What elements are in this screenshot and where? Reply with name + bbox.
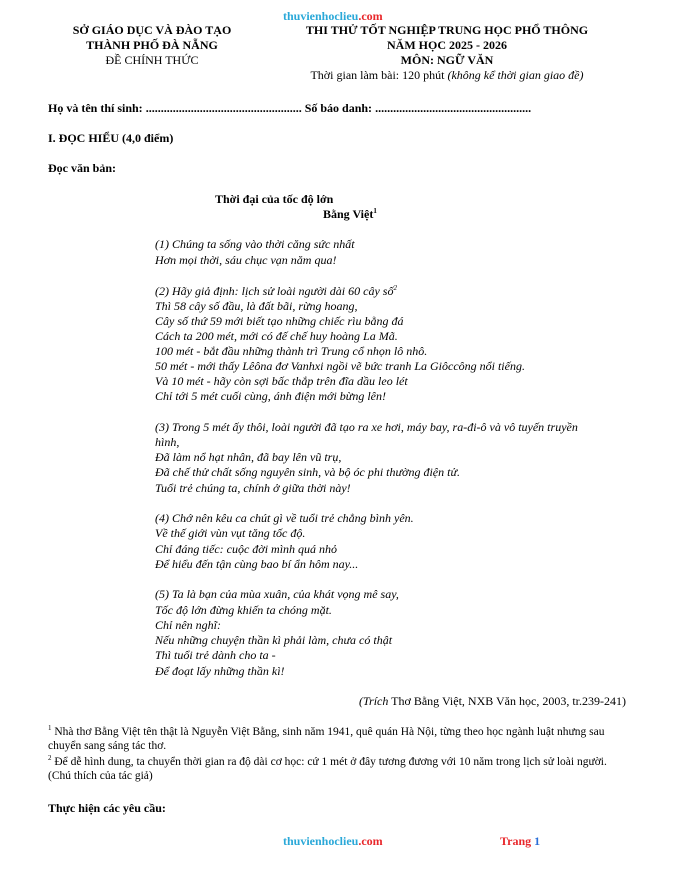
poem-line: Cách ta 200 mét, mới có đế chế huy hoàng La Mã. — [155, 329, 398, 343]
poem-line: Đã làm nổ hạt nhân, đã bay lên vũ trụ, — [155, 450, 342, 464]
footnote-2 — [48, 755, 628, 783]
poem-line: Để hiểu đến tận cùng bao bí ẩn hôm nay... — [155, 557, 359, 571]
author-name: Bằng Việt — [323, 207, 374, 221]
poem-line: (4) Chớ nên kêu ca chút gì về tuổi trẻ chẳng bình yên. — [155, 511, 414, 525]
poem-line — [155, 284, 397, 299]
time-note: (không kể thời gian giao đề) — [447, 68, 584, 82]
poem-line: 50 mét - mới thấy Lêôna đơ Vanhxi ngồi vẽ bức tranh La Giôccông nổi tiếng. — [155, 359, 525, 373]
time-label: Thời gian làm bài: 120 phút — [310, 68, 445, 82]
footer-watermark-part2: .com — [358, 834, 383, 848]
footnote-2-text: Để dễ hình dung, ta chuyển thời gian ra độ dài cơ học: cứ 1 mét ở đây tương đương với 10 năm trong lịch sử loài người. (Chú thích của tác giả) — [48, 756, 607, 782]
official-label: ĐỀ CHÍNH THỨC — [105, 53, 199, 67]
author-footnote-mark: 1 — [373, 207, 377, 215]
watermark-part2: .com — [358, 9, 383, 23]
section-heading: I. ĐỌC HIỂU (4,0 điểm) — [48, 131, 174, 145]
requirements-heading: Thực hiện các yêu cầu: — [48, 801, 166, 815]
poem-line: Tuổi trẻ chúng ta, chính ở giữa thời này! — [155, 481, 351, 495]
poem-line: Cây số thứ 59 mới biết tạo những chiếc rìu bằng đá — [155, 314, 404, 328]
poem-line: hình, — [155, 435, 180, 449]
department-name: SỞ GIÁO DỤC VÀ ĐÀO TẠO — [72, 23, 232, 37]
poem-line: (3) Trong 5 mét ấy thôi, loài người đã tạo ra xe hơi, máy bay, ra-đi-ô và vô tuyến truyền — [155, 420, 578, 434]
page-label: Trang — [500, 834, 532, 848]
subject: MÔN: NGỮ VĂN — [400, 53, 494, 67]
poem-line: Tốc độ lớn đừng khiến ta chóng mặt. — [155, 603, 332, 617]
poem-line-text: (2) Hãy giả định: lịch sử loài người dài 60 cây số — [155, 284, 394, 298]
poem-line: Về thế giới vùn vụt tăng tốc độ. — [155, 526, 306, 540]
poem-line: Nếu những chuyện thần kì phải làm, chưa có thật — [155, 633, 393, 647]
exam-title: THI THỬ TỐT NGHIỆP TRUNG HỌC PHỔ THÔNG — [305, 23, 589, 37]
poem-line: Chỉ nên nghĩ: — [155, 618, 221, 632]
poem-source — [359, 694, 626, 709]
page-num: 1 — [534, 834, 541, 848]
header-left — [52, 23, 252, 68]
source-trich: (Trích — [359, 694, 389, 708]
header-right — [268, 23, 626, 83]
id-label: Số báo danh: — [304, 101, 373, 115]
name-label: Họ và tên thí sinh: — [48, 101, 143, 115]
footer-watermark-part1: thuvienhoclieu — [283, 834, 359, 848]
footnote-2-mark: 2 — [48, 754, 52, 763]
poem-line: (5) Ta là bạn của mùa xuân, của khát vọng mê say, — [155, 587, 399, 601]
poem-author — [323, 207, 377, 222]
id-blank: .................................................... — [375, 101, 532, 115]
time-limit — [268, 68, 626, 83]
poem-line: Thì tuổi trẻ dành cho ta - — [155, 648, 276, 662]
poem-line: 100 mét - bắt đầu những thành trì Trung cổ nhọn lô nhô. — [155, 344, 428, 358]
watermark-part1: thuvienhoclieu — [283, 9, 359, 23]
poem-line: Và 10 mét - hãy còn sợi bấc thắp trên đĩa dầu leo lét — [155, 374, 408, 388]
poem-line: Chỉ đáng tiếc: cuộc đời mình quá nhỏ — [155, 542, 338, 556]
top-watermark — [283, 9, 383, 24]
poem-line: Hơn mọi thời, sáu chục vạn năm qua! — [155, 253, 337, 267]
footer-watermark — [283, 834, 383, 849]
school-year: NĂM HỌC 2025 - 2026 — [387, 38, 507, 52]
city-name: THÀNH PHỐ ĐÀ NẴNG — [86, 38, 218, 52]
source-detail: Thơ Bằng Việt, NXB Văn học, 2003, tr.239-241) — [391, 694, 626, 708]
poem-line: (1) Chúng ta sống vào thời căng sức nhất — [155, 237, 355, 251]
footnote-1-mark: 1 — [48, 724, 52, 733]
poem-line: Đã chế thử chất sống nguyên sinh, và bộ óc phi thường điện tử. — [155, 465, 460, 479]
read-label: Đọc văn bản: — [48, 161, 117, 175]
student-info-line — [48, 101, 531, 116]
footnote-1 — [48, 725, 628, 753]
poem-title: Thời đại của tốc độ lớn — [215, 192, 334, 206]
poem-line: Để đoạt lấy những thần kì! — [155, 664, 285, 678]
poem-line: Thì 58 cây số đầu, là đất bãi, rừng hoang, — [155, 299, 358, 313]
page-number — [500, 834, 540, 849]
footnote-mark: 2 — [393, 284, 397, 292]
poem-line: Chỉ tới 5 mét cuối cùng, ánh điện mới bừng lên! — [155, 389, 386, 403]
footnote-1-text: Nhà thơ Bằng Việt tên thật là Nguyễn Việt Bằng, sinh năm 1941, quê quán Hà Nội, từng theo học ngành luật nhưng sau chuyển sang sáng tác thơ. — [48, 726, 605, 752]
name-blank: .................................................... — [145, 101, 302, 115]
